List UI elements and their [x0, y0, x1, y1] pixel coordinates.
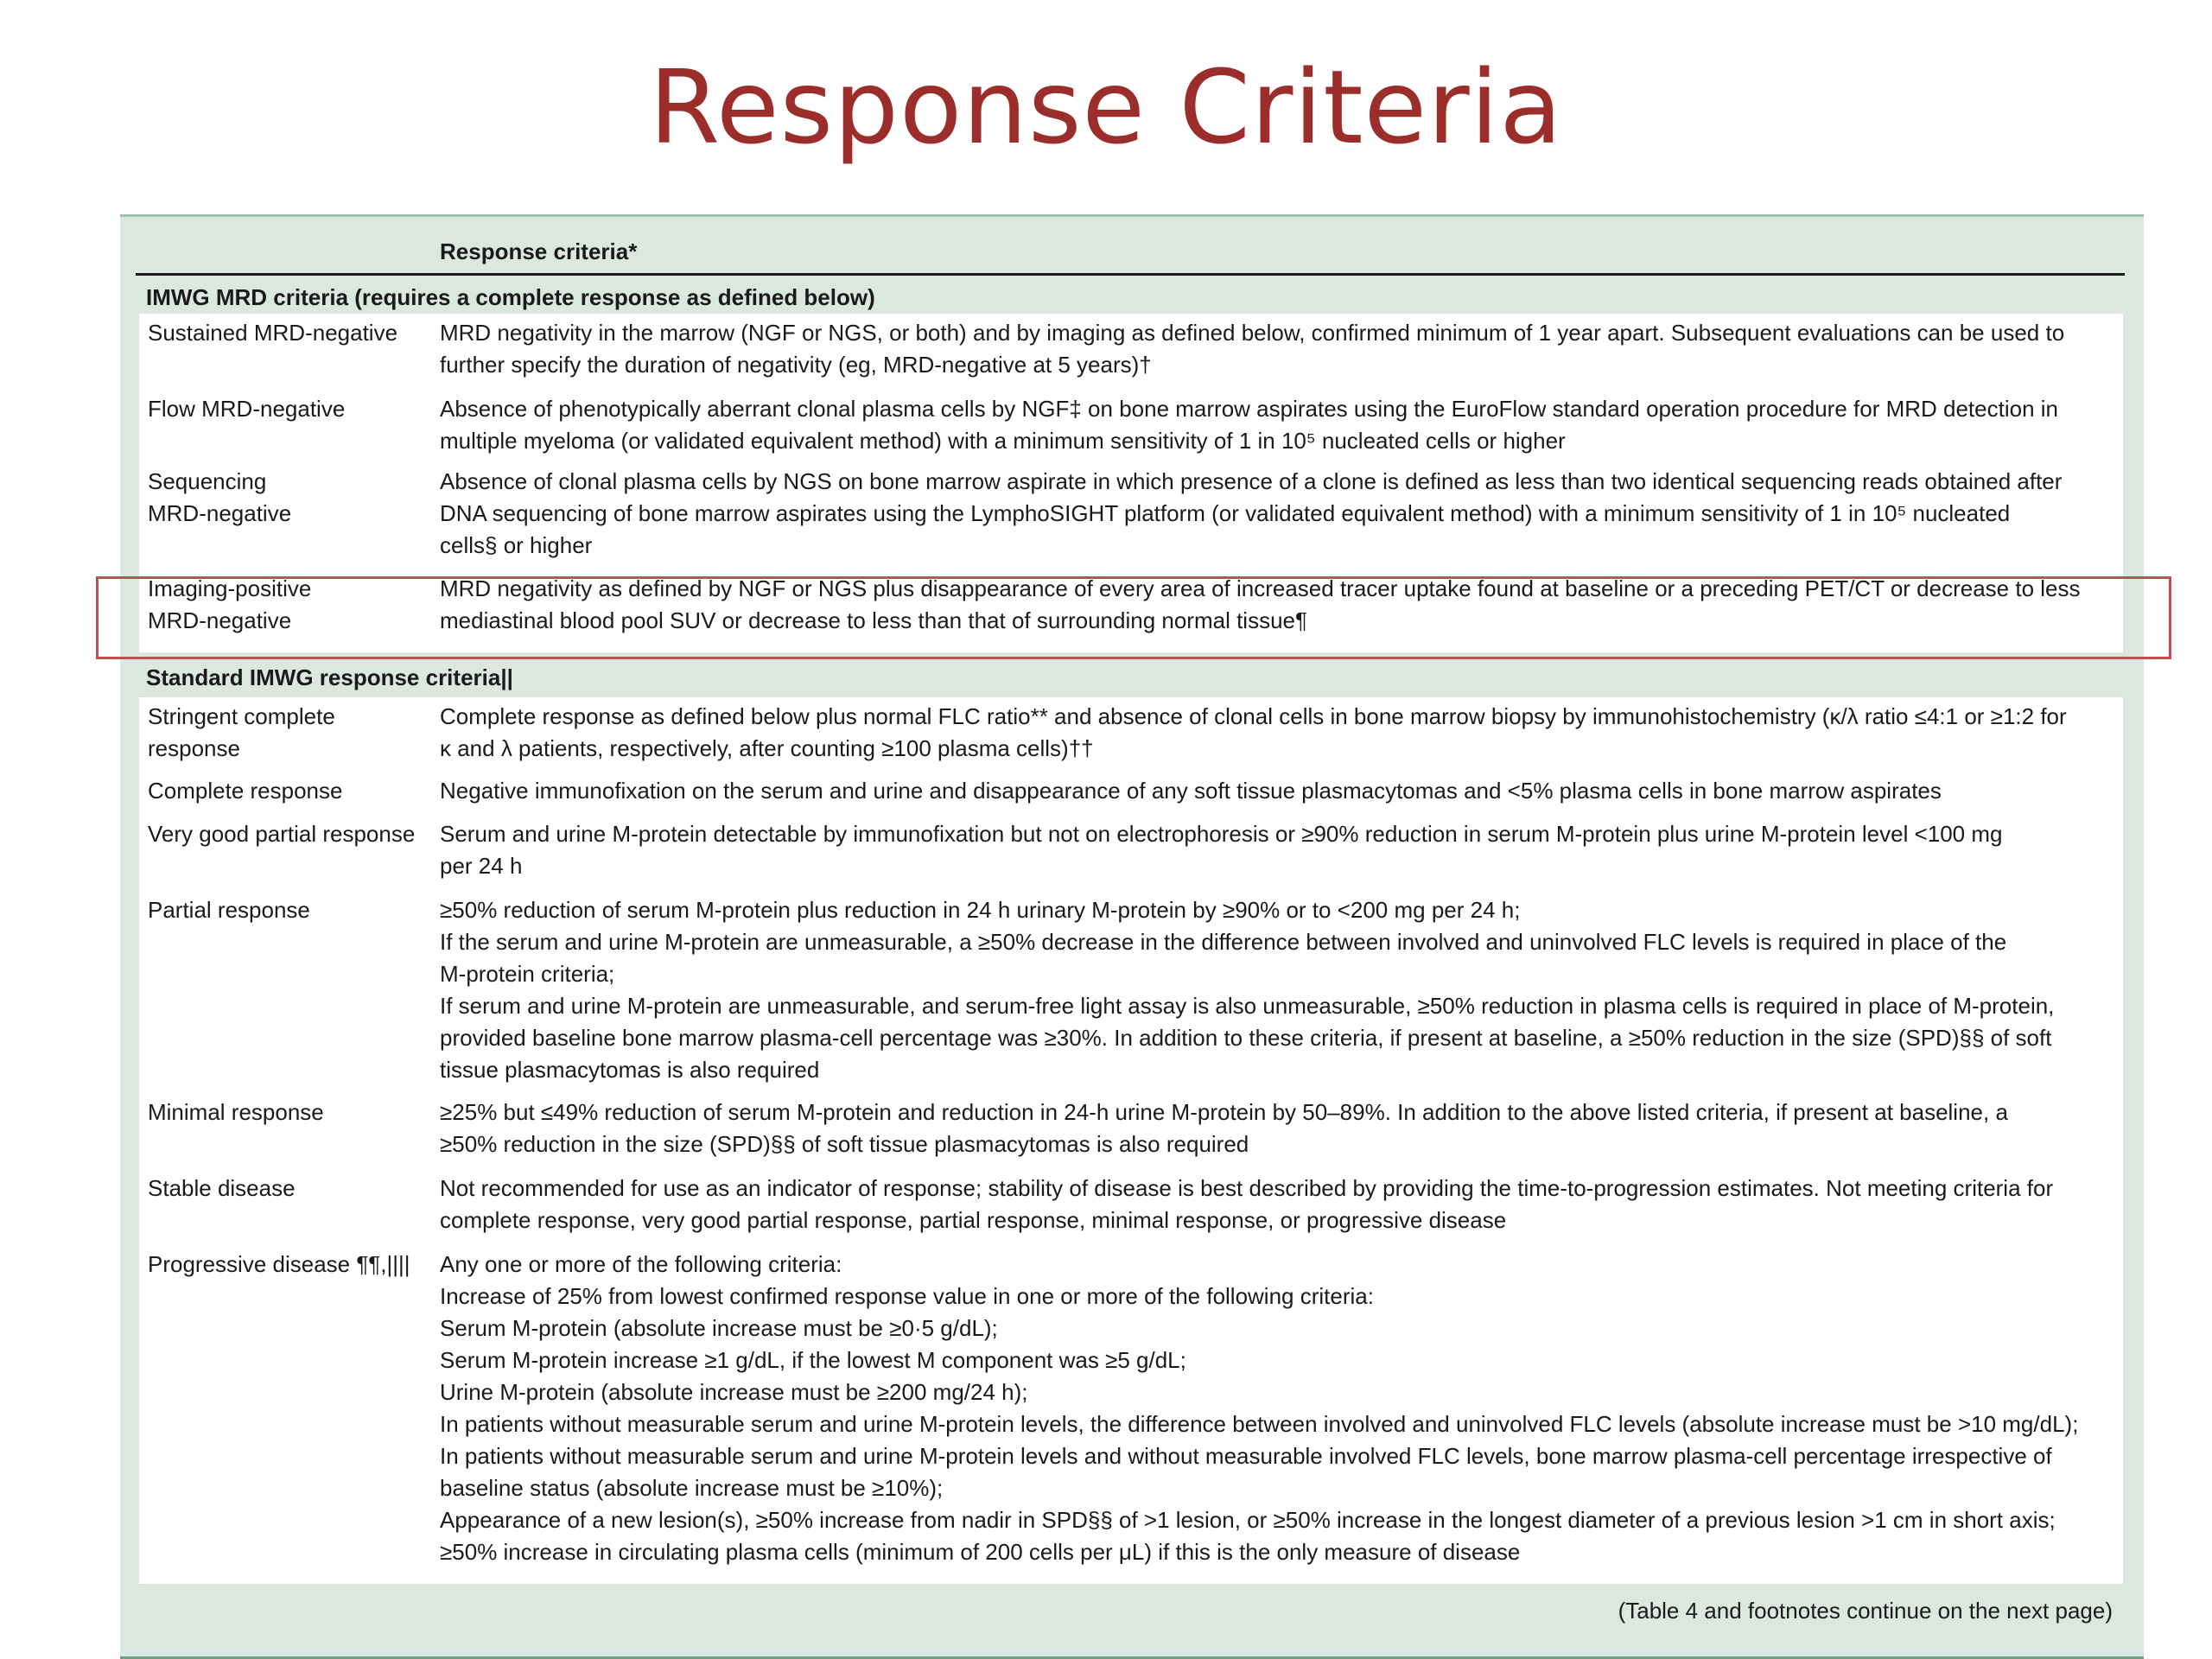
row-description: MRD negativity in the marrow (NGF or NGS, or both) and by imaging as defined below, confirmed minimum of 1 year apart. Subsequent evaluations can be used to further specify the duration of negativity (eg, MRD-negative at 5 years)† — [440, 320, 2065, 378]
table-row — [139, 1096, 2123, 1160]
row-label: Very good partial response — [148, 821, 416, 847]
row-label: Partial response — [148, 897, 310, 923]
row-label: Stable disease — [148, 1175, 296, 1201]
row-description: Complete response as defined below plus normal FLC ratio** and absence of clonal cells in bone marrow biopsy by immunohistochemistry (κ/λ ratio ≤4:1 or ≥1:2 for κ and λ patients, respectively, after counting ≥100 plasma cells)†† — [440, 703, 2067, 761]
table-row — [139, 466, 2123, 562]
continuation-note: (Table 4 and footnotes continue on the next page) — [1618, 1598, 2113, 1624]
row-description: ≥25% but ≤49% reduction of serum M-protein and reduction in 24-h urine M-protein by 50–89%. In addition to the above listed criteria, if present at baseline, a ≥50% reduction in the size (SPD)§§ of soft tissue plasmacytomas is also required — [440, 1099, 2008, 1157]
row-label: Complete response — [148, 778, 343, 804]
table-row — [139, 894, 2123, 1086]
table-row — [139, 701, 2123, 765]
section-header-standard: Standard IMWG response criteria|| — [146, 664, 513, 690]
row-description: Absence of clonal plasma cells by NGS on bone marrow aspirate in which presence of a clone is defined as less than two identical sequencing reads obtained after DNA sequencing of bone marrow aspirates using the LymphoSIGHT platform (or validated equivalent method) with a minimum sensitivity of 1 in 10⁵ nucleated cells§ or higher — [440, 468, 2063, 558]
highlight-box — [96, 576, 2171, 659]
row-label: Sustained MRD-negative — [148, 320, 398, 346]
row-description: Serum and urine M-protein detectable by immunofixation but not on electrophoresis or ≥90% reduction in serum M-protein plus urine M-protein level <100 mg per 24 h — [440, 821, 2003, 879]
row-description: ≥50% reduction of serum M-protein plus reduction in 24 h urinary M-protein by ≥90% or to <200 mg per 24 h; If the serum and urine M-protein are unmeasurable, a ≥50% decrease in the difference between involved and uninvolved FLC levels is required in place of the M-protein criteria; If serum and urine M-protein are unmeasurable, and serum-free light assay is also unmeasurable, ≥50% reduction in plasma cells is required in place of M-protein, provided baseline bone marrow plasma-cell percentage was ≥30%. In addition to these criteria, if present at baseline, a ≥50% reduction in the size (SPD)§§ of soft tissue plasmacytomas is also required — [440, 897, 2055, 1083]
row-label: Imaging-positive MRD-negative — [148, 575, 312, 633]
standard-rows — [139, 697, 2123, 1584]
table-row — [139, 818, 2123, 882]
table-row — [139, 393, 2123, 457]
row-description: Negative immunofixation on the serum and urine and disappearance of any soft tissue plasmacytomas and <5% plasma cells in bone marrow aspirates — [440, 778, 1942, 804]
table-row — [139, 317, 2123, 381]
slide-title: Response Criteria — [649, 48, 1563, 167]
row-label: Stringent complete response — [148, 703, 335, 761]
table-row — [139, 775, 2123, 807]
row-description: Any one or more of the following criteria: Increase of 25% from lowest confirmed response value in one or more of the following criteria: Serum M-protein (absolute increase must be ≥0·5 g/dL); Serum M-protein increase ≥1 g/dL, if the lowest M component was ≥5 g/dL; Urine M-protein (absolute increase must be ≥200 mg/24 h); In patients without measurable serum and urine M-protein levels, the difference between involved and uninvolved FLC levels (absolute increase must be >10 mg/dL); In patients without measurable serum and urine M-protein levels and without measurable involved FLC levels, bone marrow plasma-cell percentage irrespective of baseline status (absolute increase must be ≥10%); Appearance of a new lesion(s), ≥50% increase from nadir in SPD§§ of >1 lesion, or ≥50% increase in the longest diameter of a previous lesion >1 cm in short axis; ≥50% increase in circulating plasma cells (minimum of 200 cells per μL) if this is the only measure of disease — [440, 1251, 2079, 1565]
row-label: Flow MRD-negative — [148, 396, 346, 422]
row-description: MRD negativity as defined by NGF or NGS plus disappearance of every area of increased tracer uptake found at baseline or a preceding PET/CT or decrease to less mediastinal blood pool SUV or decrease to less than that of surrounding normal tissue¶ — [440, 575, 2081, 633]
section-header-mrd: IMWG MRD criteria (requires a complete response as defined below) — [146, 284, 875, 310]
header-rule — [136, 273, 2125, 276]
criteria-table — [120, 214, 2144, 1659]
table-row — [139, 1249, 2123, 1568]
column-header: Response criteria* — [440, 238, 638, 264]
table-row — [139, 1173, 2123, 1236]
row-label: Progressive disease ¶¶,|||| — [148, 1251, 410, 1277]
row-description: Absence of phenotypically aberrant clonal plasma cells by NGF‡ on bone marrow aspirates using the EuroFlow standard operation procedure for MRD detection in multiple myeloma (or validated equivalent method) with a minimum sensitivity of 1 in 10⁵ nucleated cells or higher — [440, 396, 2058, 454]
row-label: Sequencing MRD-negative — [148, 468, 292, 526]
row-label: Minimal response — [148, 1099, 324, 1125]
row-description: Not recommended for use as an indicator of response; stability of disease is best described by providing the time-to-progression estimates. Not meeting criteria for complete response, very good partial response, partial response, minimal response, or progressive disease — [440, 1175, 2054, 1233]
